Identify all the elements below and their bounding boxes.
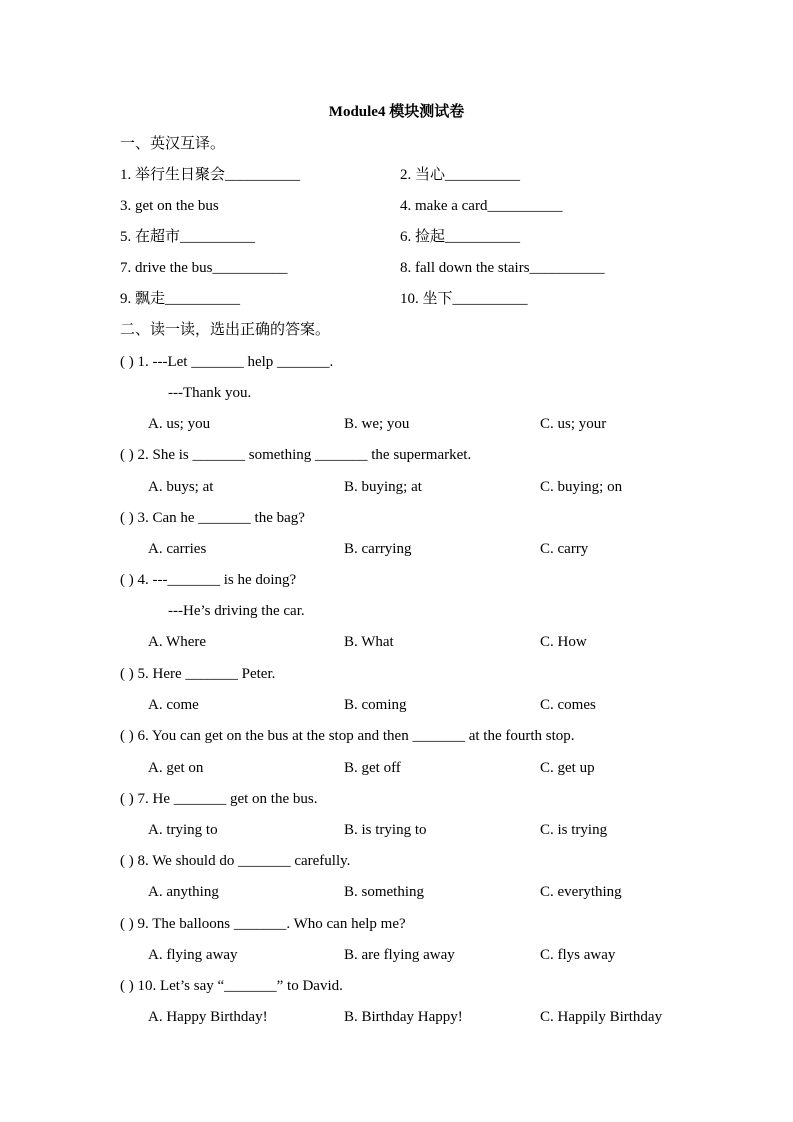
question-stem-9: ( ) 9. The balloons _______. Who can help me? — [120, 916, 406, 932]
option-6c: C. get up — [540, 760, 595, 776]
translation-item-3: 3. get on the bus — [120, 198, 219, 214]
option-6b: B. get off — [344, 760, 401, 776]
option-5a: A. come — [148, 697, 199, 713]
question-stem-1: ( ) 1. ---Let _______ help _______. — [120, 354, 334, 370]
question-stem-4: ( ) 4. ---_______ is he doing? — [120, 572, 297, 588]
option-9a: A. flying away — [148, 947, 238, 963]
option-1c: C. us; your — [540, 416, 607, 432]
option-2c: C. buying; on — [540, 479, 623, 495]
question-stem-7: ( ) 7. He _______ get on the bus. — [120, 791, 318, 807]
option-10c: C. Happily Birthday — [540, 1009, 663, 1025]
question-stem-10: ( ) 10. Let’s say “_______” to David. — [120, 978, 343, 994]
translation-item-9: 9. 飘走__________ — [120, 291, 241, 307]
section2-heading: 二、读一读，选出正确的答案。 — [120, 322, 331, 338]
question-stem-5: ( ) 5. Here _______ Peter. — [120, 666, 276, 682]
page-title: Module4 模块测试卷 — [328, 104, 465, 120]
option-10b: B. Birthday Happy! — [344, 1009, 463, 1025]
option-8b: B. something — [344, 884, 425, 900]
translation-item-10: 10. 坐下__________ — [400, 291, 528, 307]
translation-item-2: 2. 当心__________ — [400, 167, 521, 183]
option-9b: B. are flying away — [344, 947, 455, 963]
translation-item-1: 1. 举行生日聚会__________ — [120, 167, 301, 183]
option-6a: A. get on — [148, 760, 204, 776]
translation-item-8: 8. fall down the stairs__________ — [400, 260, 605, 276]
translation-item-4: 4. make a card__________ — [400, 198, 563, 214]
translation-item-5: 5. 在超市__________ — [120, 229, 256, 245]
question-stem-8: ( ) 8. We should do _______ carefully. — [120, 853, 351, 869]
option-7c: C. is trying — [540, 822, 608, 838]
option-4a: A. Where — [148, 634, 207, 650]
option-8c: C. everything — [540, 884, 622, 900]
option-7a: A. trying to — [148, 822, 218, 838]
option-5c: C. comes — [540, 697, 596, 713]
option-3b: B. carrying — [344, 541, 412, 557]
option-2b: B. buying; at — [344, 479, 422, 495]
option-4c: C. How — [540, 634, 587, 650]
question-stem-2: ( ) 2. She is _______ something _______ the supermarket. — [120, 447, 472, 463]
option-1a: A. us; you — [148, 416, 211, 432]
question-stem-6: ( ) 6. You can get on the bus at the stop and then _______ at the fourth stop. — [120, 728, 575, 744]
option-9c: C. flys away — [540, 947, 616, 963]
option-1b: B. we; you — [344, 416, 410, 432]
question-reply-1: ---Thank you. — [168, 385, 252, 401]
question-stem-3: ( ) 3. Can he _______ the bag? — [120, 510, 305, 526]
option-3a: A. carries — [148, 541, 207, 557]
question-reply-4: ---He’s driving the car. — [168, 603, 305, 619]
section1-heading: 一、英汉互译。 — [120, 136, 226, 152]
option-3c: C. carry — [540, 541, 589, 557]
option-4b: B. What — [344, 634, 394, 650]
option-10a: A. Happy Birthday! — [148, 1009, 268, 1025]
option-7b: B. is trying to — [344, 822, 427, 838]
option-8a: A. anything — [148, 884, 219, 900]
translation-item-6: 6. 捡起__________ — [400, 229, 521, 245]
translation-item-7: 7. drive the bus__________ — [120, 260, 288, 276]
option-2a: A. buys; at — [148, 479, 214, 495]
option-5b: B. coming — [344, 697, 407, 713]
